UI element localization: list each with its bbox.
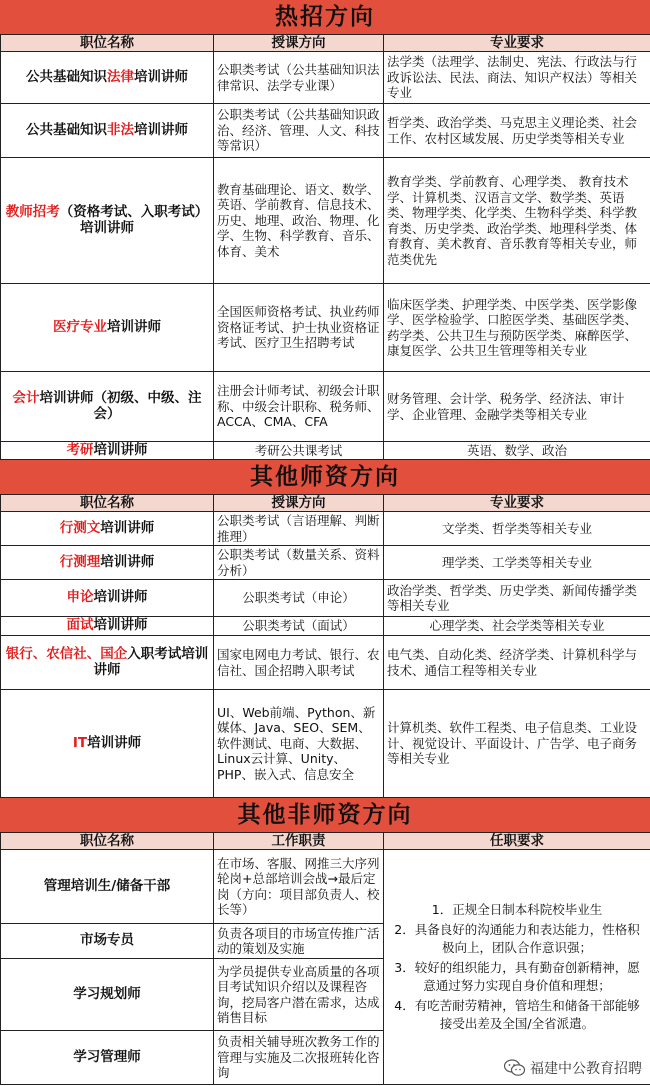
teaching-direction: 教育基础理论、语文、数学、英语、学前教育、信息技术、历史、地理、政治、物理、化学、生物、科学教育、音乐、体育、美术	[214, 158, 384, 284]
position-name-highlight: 医疗专业	[53, 318, 107, 335]
major-requirement: 临床医学类、护理学类、中医学类、医学影像学、医学检验学、口腔医学类、基础医学类、药学类、公共卫生与预防医学类、麻醉医学、康复医学、公共卫生管理等相关专业	[384, 284, 650, 372]
position-name-suffix: 培训讲师（初级、中级、注会）	[39, 390, 202, 422]
position-name-highlight: 考研	[66, 441, 94, 458]
table-row	[1, 636, 650, 690]
position-name-highlight: IT	[72, 734, 88, 751]
table-row	[1, 284, 650, 372]
position-name-highlight: 行测文	[59, 519, 101, 536]
column-header: 职位名称	[1, 35, 214, 52]
major-requirement: 心理学类、社会学类等相关专业	[384, 617, 650, 636]
position-name	[1, 52, 214, 104]
position-name: 学习管理师	[1, 1031, 214, 1085]
column-header: 授课方向	[214, 35, 384, 52]
position-name	[1, 442, 214, 460]
requirement-item: 2．具备良好的沟通能力和表达能力，性格积极向上，团队合作意识强；	[394, 922, 640, 955]
teaching-direction: 全国医师资格考试、执业药师资格证考试、护士执业资格证考试、医疗卫生招聘考试	[214, 284, 384, 372]
header-row	[1, 35, 650, 52]
position-name-highlight: 行测理	[59, 553, 101, 570]
section-title: 热招方向	[0, 0, 650, 34]
table-row	[1, 512, 650, 546]
requirement-item: 4．有吃苦耐劳精神，管培生和储备干部能够接受出差及全国/全省派遣。	[394, 998, 640, 1031]
position-name	[1, 512, 214, 546]
header-row	[1, 833, 650, 850]
position-name	[1, 690, 214, 798]
position-name-suffix: 入职考试培训讲师	[93, 646, 209, 678]
position-name-highlight: 申论	[66, 589, 94, 606]
position-name-suffix: 培训讲师	[107, 318, 161, 335]
teaching-direction: 公职类考试（公共基础知识法律常识、法学专业课）	[214, 52, 384, 104]
header-row	[1, 495, 650, 512]
position-name-suffix: 培训讲师	[100, 519, 155, 536]
teaching-direction: 注册会计师考试、初级会计职称、中级会计职称、税务师、ACCA、CMA、CFA	[214, 372, 384, 442]
column-header: 授课方向	[214, 495, 384, 512]
job-duty: 负责相关辅导班次教务工作的管理与实施及二次报班转化咨询	[214, 1031, 384, 1085]
position-table	[0, 832, 650, 1085]
major-requirement: 文学类、哲学类等相关专业	[384, 512, 650, 546]
position-name	[1, 580, 214, 617]
major-requirement: 政治学类、哲学类、历史学类、新闻传播学类等相关专业	[384, 580, 650, 617]
position-name	[1, 104, 214, 158]
teaching-direction: 公职类考试（公共基础知识政治、经济、管理、人文、科技等常识）	[214, 104, 384, 158]
position-name	[1, 546, 214, 580]
major-requirement: 财务管理、会计学、税务学、经济法、审计学、企业管理、金融学类等相关专业	[384, 372, 650, 442]
position-name-suffix: 培训讲师	[93, 617, 148, 634]
position-name-highlight: 面试	[66, 617, 94, 634]
section1	[0, 0, 650, 460]
job-duty: 在市场、客服、网推三大序列轮岗+总部培训会战→最后定岗（方向：项目部负责人、校长等）	[214, 850, 384, 924]
position-name-prefix: 公共基础知识	[26, 121, 107, 138]
major-requirement: 教育学类、学前教育、心理学类、 教育技术学、计算机类、汉语言文学、数学类、英语类、物理学类、化学类、生物科学类、科学教育类、历史学类、政治学类、地理科学类、体育教育、美术教育、音乐教育等相关专业，师范类优先	[384, 158, 650, 284]
watermark	[504, 1058, 642, 1078]
section2	[0, 460, 650, 798]
watermark-text: 福建中公教育招聘	[530, 1061, 642, 1077]
major-requirement: 哲学类、政治学类、马克思主义理论类、社会工作、农村区域发展、历史学类等相关专业	[384, 104, 650, 158]
column-header: 专业要求	[384, 495, 650, 512]
column-header: 职位名称	[1, 833, 214, 850]
position-name: 管理培训生/储备干部	[1, 850, 214, 924]
requirement-item: 3．较好的组织能力，具有勤奋创新精神，愿意通过努力实现自身价值和理想；	[394, 960, 640, 993]
major-requirement: 法学类（法理学、法制史、宪法、行政法与行政诉讼法、民法、商法、知识产权法）等相关专业	[384, 52, 650, 104]
teaching-direction: 公职类考试（言语理解、判断推理）	[214, 512, 384, 546]
position-name	[1, 372, 214, 442]
table-row	[1, 580, 650, 617]
position-name-highlight: 会计	[12, 390, 40, 406]
job-duty: 为学员提供专业高质量的各项目考试知识介绍以及课程咨询，挖局客户潜在需求，达成销售目标	[214, 959, 384, 1031]
position-name-suffix: 培训讲师	[87, 734, 142, 751]
section-title: 其他师资方向	[0, 460, 650, 494]
teaching-direction: 考研公共课考试	[214, 442, 384, 460]
section3	[0, 798, 650, 1085]
teaching-direction: 公职类考试（面试）	[214, 617, 384, 636]
position-name	[1, 284, 214, 372]
position-name-highlight: 非法	[107, 121, 134, 138]
job-duty: 负责各项目的市场宣传推广活动的策划及实施	[214, 924, 384, 959]
position-name-prefix: 公共基础知识	[26, 68, 107, 85]
table-row	[1, 104, 650, 158]
major-requirement: 计算机类、软件工程类、电子信息类、工业设计、视觉设计、平面设计、广告学、电子商务等相关专业	[384, 690, 650, 798]
major-requirement: 理学类、工学类等相关专业	[384, 546, 650, 580]
table-row	[1, 690, 650, 798]
teaching-direction: 公职类考试（申论）	[214, 580, 384, 617]
position-name	[1, 158, 214, 284]
column-header: 职位名称	[1, 495, 214, 512]
position-table	[0, 34, 650, 460]
table-row	[1, 617, 650, 636]
position-name: 学习规划师	[1, 959, 214, 1031]
position-name-suffix: 培训讲师	[93, 589, 148, 606]
wechat-icon	[504, 1059, 526, 1077]
major-requirement: 英语、数学、政治	[384, 442, 650, 460]
teaching-direction: 公职类考试（数量关系、资料分析）	[214, 546, 384, 580]
position-name-suffix: 培训讲师	[93, 441, 148, 458]
section-title: 其他非师资方向	[0, 798, 650, 832]
position-name-suffix: 培训讲师	[100, 553, 155, 570]
position-name	[1, 617, 214, 636]
job-requirements	[384, 850, 650, 1085]
table-row	[1, 442, 650, 460]
column-header: 任职要求	[384, 833, 650, 850]
table-row	[1, 546, 650, 580]
position-name: 市场专员	[1, 924, 214, 959]
requirement-item: 1．正规全日制本科院校毕业生	[431, 902, 603, 917]
position-name-suffix: 培训讲师	[134, 68, 188, 85]
table-row	[1, 372, 650, 442]
major-requirement: 电气类、自动化类、经济学类、计算机科学与技术、通信工程等相关专业	[384, 636, 650, 690]
position-name-suffix: 培训讲师	[134, 121, 188, 138]
column-header: 工作职责	[214, 833, 384, 850]
table-row	[1, 52, 650, 104]
position-name-highlight: 法律	[107, 68, 134, 85]
column-header: 专业要求	[384, 35, 650, 52]
position-table	[0, 494, 650, 798]
teaching-direction: 国家电网电力考试、银行、农信社、国企招聘入职考试	[214, 636, 384, 690]
position-name-suffix: （资格考试、入职考试）培训讲师	[59, 204, 209, 236]
position-name-highlight: 银行、农信社、国企	[5, 646, 128, 662]
teaching-direction: UI、Web前端、Python、新媒体、Java、SEO、SEM、软件测试、电商、大数据、Linux云计算、Unity、PHP、嵌入式、信息安全	[214, 690, 384, 798]
table-row	[1, 158, 650, 284]
table-row	[1, 850, 650, 924]
position-name-highlight: 教师招考	[5, 204, 60, 220]
position-name	[1, 636, 214, 690]
